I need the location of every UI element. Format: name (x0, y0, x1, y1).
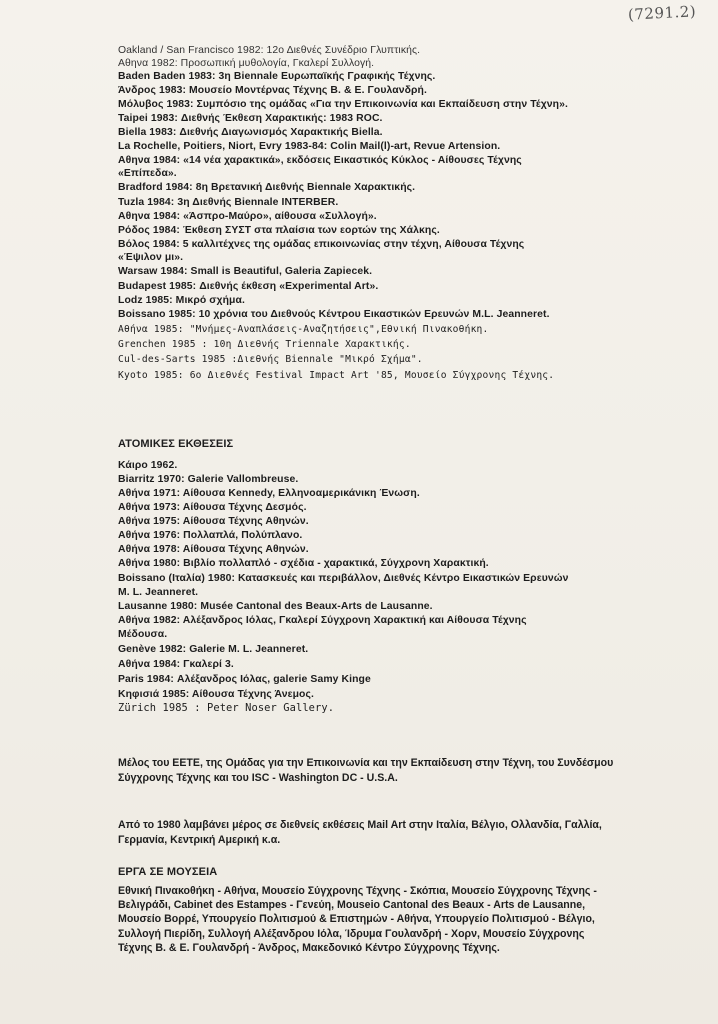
list-item: Κηφισιά 1985: Αίθουσα Τέχνης Άνεμος. (118, 689, 314, 700)
list-item: Βόλος 1984: 5 καλλιτέχνες της ομάδας επικοινωνίας στην τέχνη, Αίθουσα Τέχνης (118, 239, 525, 250)
museums-paragraph: Εθνική Πινακοθήκη - Αθήνα, Μουσείο Σύγχρονης Τέχνης - Σκόπια, Μουσείο Σύγχρονης Τέχνης - Βελιγράδι, Cabinet des Estampes - Γενεύη, Mouseio Cantonal des Beaux - Arts de Lausanne, Μουσείο Βορρέ, Υπουργείο Πολιτισμού & Επιστημών - Αθήνα, Υπουργείο Πολιτισμού - Βέλγιο, Συλλογή Πιερίδη, Συλλογή Αλέξανδρου Ιόλα, Ίδρυμα Γουλανδρή - Χορν, Μουσείο Σύγχρονης Τέχνης Β. & Ε. Γουλανδρή - Άνδρος, Μακεδονικό Κέντρο Σύγχρονης Τέχνης. (118, 885, 597, 954)
list-item: Αθήνα 1975: Αίθουσα Τέχνης Αθηνών. (118, 516, 309, 527)
list-item: «Επίπεδα». (118, 168, 177, 179)
mail-art-paragraph: Από το 1980 λαμβάνει μέρος σε διεθνείς εκθέσεις Mail Art στην Ιταλία, Βέλγιο, Ολλανδία, Γαλλία, Γερμανία, Κεντρική Αμερική κ.α. (118, 819, 602, 846)
list-item: Lodz 1985: Μικρό σχήμα. (118, 295, 245, 306)
list-item: Αθήνα 1984: Γκαλερί 3. (118, 659, 234, 670)
list-item: Αθηνα 1984: «Άσπρο-Μαύρο», αίθουσα «Συλλογή». (118, 211, 377, 222)
list-item: Oakland / San Francisco 1982: 12ο Διεθνές Συνέδριο Γλυπτικής. (118, 45, 421, 56)
list-item: Ρόδος 1984: Έκθεση ΣΥΣΤ στα πλαίσια των εορτών της Χάλκης. (118, 225, 440, 236)
list-item: Warsaw 1984: Small is Beautiful, Galeria Zapiecek. (118, 266, 373, 277)
list-item: Lausanne 1980: Musée Cantonal des Beaux-Arts de Lausanne. (118, 601, 433, 612)
list-item: Kyoto 1985: 6ο Διεθνές Festival Impact Art '85, Μουσείο Σύγχρονης Τέχνης. (118, 370, 555, 381)
list-item: Άνδρος 1983: Μουσείο Μοντέρνας Τέχνης Β. & Ε. Γουλανδρή. (118, 85, 427, 96)
list-item: Αθήνα 1978: Αίθουσα Τέχνης Αθηνών. (118, 544, 309, 555)
list-item: Αθήνα 1985: "Μνήμες-Αναπλάσεις-Αναζητήσεις",Εθνική Πινακοθήκη. (118, 324, 489, 335)
list-item: Boissano (Ιταλία) 1980: Κατασκευές και περιβάλλον, Διεθνές Κέντρο Εικαστικών Ερευνών (118, 573, 569, 584)
list-item: Αθήνα 1973: Αίθουσα Τέχνης Δεσμός. (118, 502, 307, 513)
list-item: Biarritz 1970: Galerie Vallombreuse. (118, 474, 299, 485)
section-heading-museums: ΕΡΓΑ ΣΕ ΜΟΥΣΕΙΑ (118, 866, 218, 878)
list-item: Αθηνα 1984: «14 νέα χαρακτικά», εκδόσεις Εικαστικός Κύκλος - Αίθουσες Τέχνης (118, 155, 522, 166)
list-item: Genève 1982: Galerie M. L. Jeanneret. (118, 644, 309, 655)
list-item: Αθήνα 1971: Αίθουσα Kennedy, Ελληνοαμερικάνικη Ένωση. (118, 488, 420, 499)
list-item: Μέδουσα. (118, 629, 168, 640)
list-item: Αθήνα 1982: Αλέξανδρος Ιόλας, Γκαλερί Σύγχρονη Χαρακτική και Αίθουσα Τέχνης (118, 615, 527, 626)
section-heading-solo: ΑΤΟΜΙΚΕΣ ΕΚΘΕΣΕΙΣ (118, 438, 234, 450)
list-item: M. L. Jeanneret. (118, 587, 199, 598)
list-item: Cul-des-Sarts 1985 :Διεθνής Biennale "Μικρό Σχήμα". (118, 354, 423, 365)
handwritten-note: (7291.2) (627, 2, 697, 24)
list-item: Grenchen 1985 : 10η Διεθνής Triennale Χαρακτικής. (118, 339, 411, 350)
list-item: Baden Baden 1983: 3η Biennale Ευρωπαϊκής Γραφικής Τέχνης. (118, 71, 436, 82)
list-item: Paris 1984: Αλέξανδρος Ιόλας, galerie Samy Kinge (118, 674, 371, 685)
list-item: Tuzla 1984: 3η Διεθνής Biennale INTERBER. (118, 197, 339, 208)
list-item: Αθήνα 1976: Πολλαπλά, Πολύπλανο. (118, 530, 303, 541)
list-item: Biella 1983: Διεθνής Διαγωνισμός Χαρακτικής Biella. (118, 127, 383, 138)
list-item: Αθήνα 1980: Βιβλίο πολλαπλό - σχέδια - χαρακτικά, Σύγχρονη Χαρακτική. (118, 558, 489, 569)
list-item: Zürich 1985 : Peter Noser Gallery. (118, 702, 335, 714)
list-item: Bradford 1984: 8η Βρετανική Διεθνής Biennale Χαρακτικής. (118, 182, 416, 193)
list-item: Μόλυβος 1983: Συμπόσιο της ομάδας «Για την Επικοινωνία και Εκπαίδευση στην Τέχνη». (118, 99, 568, 110)
list-item: Taipei 1983: Διεθνής Έκθεση Χαρακτικής: 1983 ROC. (118, 113, 383, 124)
list-item: «Έψιλον μι». (118, 252, 184, 263)
list-item: Boissano 1985: 10 χρόνια του Διεθνούς Κέντρου Εικαστικών Ερευνών M.L. Jeanneret. (118, 309, 550, 320)
membership-paragraph: Μέλος του ΕΕΤΕ, της Ομάδας για την Επικοινωνία και την Εκπαίδευση στην Τέχνη, του Συνδέσμου Σύγχρονης Τέχνης και του ISC - Washington DC - U.S.A. (118, 757, 614, 784)
list-item: La Rochelle, Poitiers, Niort, Evry 1983-84: Colin Mail(l)-art, Revue Artension. (118, 141, 501, 152)
list-item: Κάιρο 1962. (118, 460, 178, 471)
list-item: Αθηνα 1982: Προσωπική μυθολογία, Γκαλερί Συλλογή. (118, 58, 375, 69)
list-item: Budapest 1985: Διεθνής έκθεση «Experimental Art». (118, 281, 379, 292)
